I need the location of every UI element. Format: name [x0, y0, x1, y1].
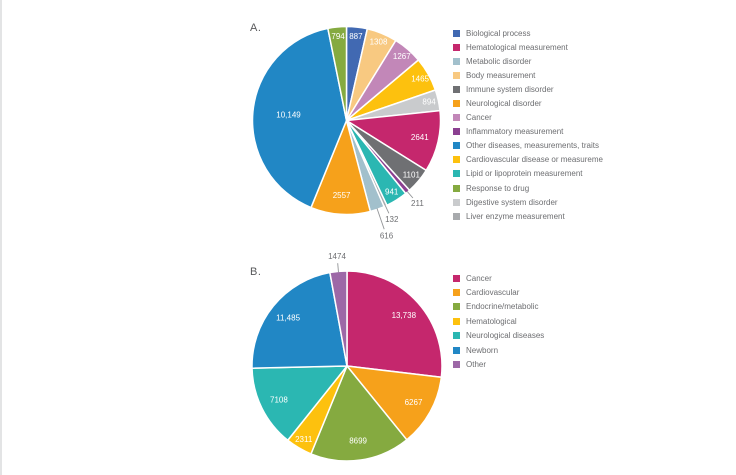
legend-swatch-icon	[453, 100, 460, 107]
slice-value-label: 616	[379, 231, 394, 241]
legend-swatch-icon	[453, 86, 460, 93]
legend-item-lipid-or-lipoprotein-measurement	[453, 167, 603, 181]
slice-value-label: 13,738	[391, 311, 417, 321]
legend-label: Response to drug	[466, 183, 530, 193]
legend-swatch-icon	[453, 58, 460, 65]
panel-b-label: B.	[250, 266, 262, 278]
legend-label: Body measurement	[466, 70, 536, 80]
pie-chart-b	[230, 243, 490, 475]
legend-item-immune-system-disorder	[453, 82, 603, 96]
slice-value-label: 2311	[295, 435, 313, 445]
slice-value-label: 11,485	[276, 313, 301, 323]
slice-value-label: 2557	[332, 191, 351, 200]
legend-item-inflammatory-measurement	[453, 125, 603, 139]
legend-swatch-icon	[453, 275, 460, 282]
legend-swatch-icon	[453, 213, 460, 220]
page-edge	[0, 0, 2, 475]
legend-item-other-diseases-measurements-traits	[453, 139, 603, 153]
slice-value-label: 794	[331, 31, 345, 41]
legend-item-cancer	[453, 111, 603, 125]
legend-swatch-icon	[453, 44, 460, 51]
slice-value-label: 1474	[328, 251, 346, 261]
legend-item-neurological-disorder	[453, 96, 603, 110]
slice-value-label: 2641	[410, 132, 429, 142]
legend-label: Inflammatory measurement	[466, 127, 564, 137]
legend-item-hematological	[453, 314, 544, 328]
pie-slice-cancer	[347, 271, 442, 377]
pie-chart-a	[230, 10, 490, 248]
panel-a-label: A.	[250, 22, 262, 34]
slice-value-label: 1308	[369, 37, 388, 47]
legend-label: Cardiovascular disease or measureme	[466, 155, 603, 165]
legend-item-hematological-measurement	[453, 40, 603, 54]
legend-item-newborn	[453, 343, 544, 357]
legend-item-other	[453, 357, 544, 371]
slice-value-label: 211	[411, 198, 424, 208]
slice-value-label: 1101	[402, 170, 420, 180]
legend-item-body-measurement	[453, 68, 603, 82]
label-leader-line	[407, 191, 413, 198]
legend-swatch-icon	[453, 156, 460, 163]
legend-item-neurological-diseases	[453, 329, 544, 343]
legend-swatch-icon	[453, 185, 460, 192]
legend-b	[453, 271, 544, 372]
slice-value-label: 894	[422, 97, 436, 107]
slice-value-label: 7108	[270, 395, 288, 405]
legend-label: Metabolic disorder	[466, 56, 532, 66]
legend-label: Digestive system disorder	[466, 197, 558, 207]
legend-item-metabolic-disorder	[453, 54, 603, 68]
legend-item-cardiovascular	[453, 285, 544, 299]
legend-swatch-icon	[453, 303, 460, 310]
slice-value-label: 1465	[411, 74, 429, 84]
legend-item-cancer	[453, 271, 544, 285]
legend-item-liver-enzyme-measurement	[453, 209, 603, 223]
legend-swatch-icon	[453, 114, 460, 121]
legend-label: Immune system disorder	[466, 84, 554, 94]
legend-label: Neurological disorder	[466, 99, 542, 109]
legend-label: Newborn	[466, 345, 499, 355]
slice-value-label: 941	[385, 187, 399, 197]
legend-label: Cancer	[466, 273, 492, 283]
label-leader-line	[377, 208, 384, 229]
legend-swatch-icon	[453, 128, 460, 135]
slice-value-label: 10,149	[276, 110, 301, 120]
legend-item-response-to-drug	[453, 181, 603, 195]
legend-swatch-icon	[453, 199, 460, 206]
legend-item-biological-process	[453, 26, 603, 40]
slice-value-label: 887	[349, 31, 363, 41]
legend-label: Liver enzyme measurement	[466, 211, 565, 221]
slice-value-label: 8699	[349, 436, 367, 446]
legend-item-cardiovascular-disease-or-measureme	[453, 153, 603, 167]
slice-value-label: 1267	[392, 51, 411, 61]
legend-swatch-icon	[453, 347, 460, 354]
legend-swatch-icon	[453, 318, 460, 325]
legend-swatch-icon	[453, 289, 460, 296]
slice-value-label: 6267	[404, 398, 423, 408]
legend-label: Hematological measurement	[466, 42, 568, 52]
legend-label: Endocrine/metabolic	[466, 302, 539, 312]
legend-label: Other diseases, measurements, traits	[466, 141, 599, 151]
legend-label: Other	[466, 360, 487, 370]
slice-value-label: 132	[385, 215, 399, 225]
legend-item-digestive-system-disorder	[453, 195, 603, 209]
legend-swatch-icon	[453, 72, 460, 79]
legend-swatch-icon	[453, 30, 460, 37]
legend-item-endocrine-metabolic	[453, 300, 544, 314]
legend-label: Hematological	[466, 316, 517, 326]
legend-swatch-icon	[453, 170, 460, 177]
legend-label: Lipid or lipoprotein measurement	[466, 169, 583, 179]
legend-swatch-icon	[453, 142, 460, 149]
legend-a	[453, 26, 603, 223]
label-leader-line	[385, 205, 389, 213]
legend-swatch-icon	[453, 361, 460, 368]
legend-label: Cardiovascular	[466, 288, 520, 298]
legend-label: Cancer	[466, 113, 492, 123]
legend-label: Neurological diseases	[466, 331, 545, 341]
legend-label: Biological process	[466, 28, 531, 38]
legend-swatch-icon	[453, 332, 460, 339]
